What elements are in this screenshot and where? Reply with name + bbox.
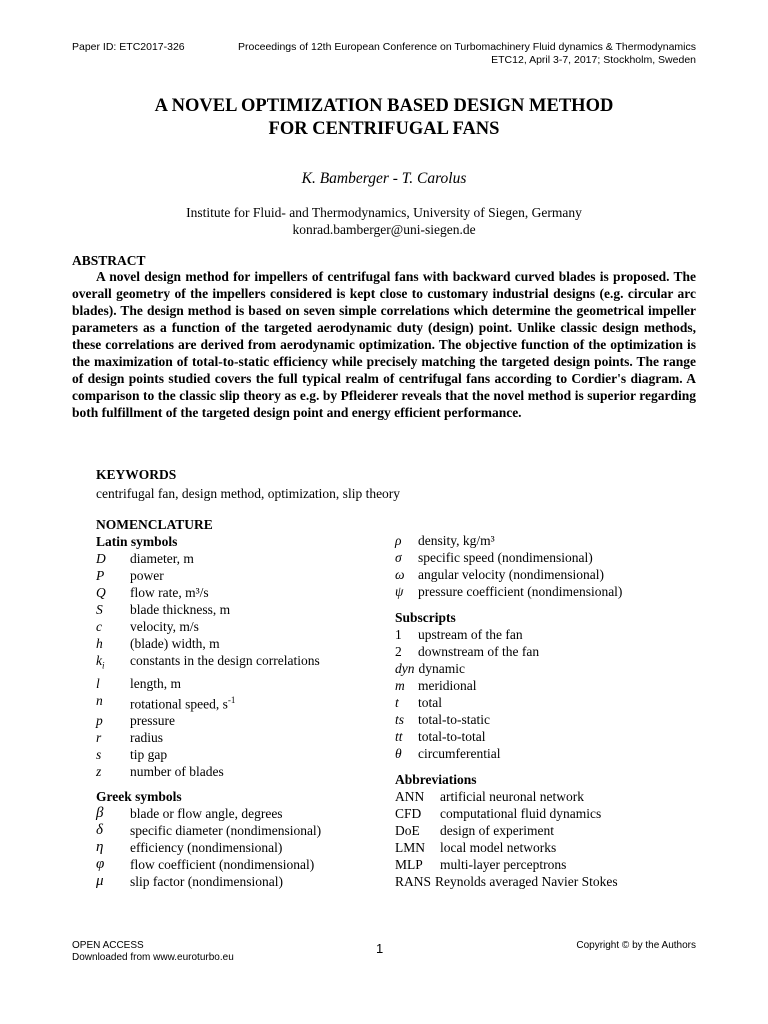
authors: K. Bamberger - T. Carolus bbox=[301, 170, 467, 187]
greek-symbol-symbol: ρ bbox=[395, 533, 402, 548]
latin-symbol-symbol: Q bbox=[96, 585, 106, 600]
footer-left bbox=[72, 940, 234, 964]
abbreviation: CFD bbox=[395, 806, 422, 821]
subscript-symbol: t bbox=[395, 695, 399, 710]
latin-symbol-description: velocity, m/s bbox=[130, 619, 199, 634]
abbreviation-entry bbox=[395, 788, 695, 805]
latin-symbol-symbol: S bbox=[96, 602, 103, 617]
greek-symbol-entry bbox=[395, 583, 695, 600]
latin-symbols-list bbox=[96, 550, 386, 780]
paper-title bbox=[72, 95, 696, 141]
latin-symbol-description: radius bbox=[130, 730, 163, 746]
latin-symbol-symbol: P bbox=[96, 568, 105, 583]
subscript-description: meridional bbox=[418, 678, 477, 693]
greek-symbol-description: efficiency (nondimensional) bbox=[130, 840, 283, 856]
greek-symbol-description: blade or flow angle, degrees bbox=[130, 806, 283, 822]
latin-symbol-entry bbox=[96, 601, 386, 618]
subscript-description: total-to-total bbox=[418, 729, 486, 744]
abbreviation-description: design of experiment bbox=[440, 823, 554, 838]
proceedings-line-1: Proceedings of 12th European Conference on Turbomachinery Fluid dynamics & Thermodynamics bbox=[238, 41, 696, 53]
greek-symbols-heading: Greek symbols bbox=[96, 789, 182, 805]
greek-symbol-symbol: σ bbox=[395, 550, 402, 565]
subscript-entry bbox=[395, 745, 695, 762]
subscript-symbol: 2 bbox=[395, 644, 402, 659]
greek-symbol-symbol: μ bbox=[96, 873, 104, 890]
latin-symbol-entry bbox=[96, 584, 386, 601]
latin-symbol-entry bbox=[96, 635, 386, 652]
abbreviation: RANS bbox=[395, 874, 432, 889]
greek-symbol-entry bbox=[96, 856, 386, 873]
latin-symbol-entry bbox=[96, 763, 386, 780]
keywords-text: centrifugal fan, design method, optimization, slip theory bbox=[96, 486, 401, 501]
subscript-description: dynamic bbox=[418, 661, 465, 676]
latin-symbol-description: pressure bbox=[130, 713, 175, 729]
greek-symbol-symbol: ω bbox=[395, 567, 405, 582]
abstract-heading: ABSTRACT bbox=[72, 253, 146, 268]
open-access-label: OPEN ACCESS bbox=[72, 940, 144, 951]
subscript-symbol: 1 bbox=[395, 627, 402, 642]
greek-symbol-symbol: ψ bbox=[395, 584, 404, 599]
greek-symbol-symbol: β bbox=[96, 805, 104, 822]
author-email[interactable]: konrad.bamberger@uni-siegen.de bbox=[292, 222, 476, 237]
keywords-heading: KEYWORDS bbox=[96, 467, 177, 482]
abbreviation-description: multi-layer perceptrons bbox=[440, 857, 567, 872]
greek-symbol-entry bbox=[96, 822, 386, 839]
abbreviation-entry bbox=[395, 839, 695, 856]
abbreviation-description: computational fluid dynamics bbox=[440, 806, 602, 821]
latin-symbol-symbol: c bbox=[96, 619, 102, 634]
latin-symbol-description: blade thickness, m bbox=[130, 602, 231, 617]
abbreviation-description: artificial neuronal network bbox=[440, 789, 584, 804]
greek-symbol-description: pressure coefficient (nondimensional) bbox=[418, 584, 623, 599]
latin-symbols-heading: Latin symbols bbox=[96, 534, 178, 549]
institute: Institute for Fluid- and Thermodynamics, University of Siegen, Germany bbox=[186, 205, 582, 220]
subscript-entry bbox=[395, 626, 695, 643]
greek-symbol-description: angular velocity (nondimensional) bbox=[418, 567, 604, 582]
proceedings-header bbox=[216, 41, 696, 67]
greek-symbol-entry bbox=[96, 839, 386, 856]
abbreviation: ANN bbox=[395, 789, 425, 804]
latin-symbol-description: constants in the design correlations bbox=[130, 653, 320, 668]
latin-symbol-description-superscript: -1 bbox=[227, 694, 236, 705]
latin-symbol-symbol: r bbox=[96, 730, 102, 746]
latin-symbol-entry bbox=[96, 712, 386, 729]
latin-symbol-symbol: s bbox=[96, 747, 102, 763]
download-source[interactable]: Downloaded from www.euroturbo.eu bbox=[72, 952, 234, 963]
abbreviation-entry bbox=[395, 873, 695, 890]
latin-symbol-symbol: n bbox=[96, 692, 103, 708]
abbreviation: LMN bbox=[395, 840, 425, 855]
subscript-symbol: tt bbox=[395, 729, 403, 744]
greek-symbol-entry bbox=[96, 805, 386, 822]
subscript-entry bbox=[395, 643, 695, 660]
latin-symbol-description: (blade) width, m bbox=[130, 636, 220, 651]
greek-symbol-entry bbox=[96, 873, 386, 890]
page-number: 1 bbox=[376, 941, 384, 956]
latin-symbol-entry bbox=[96, 675, 386, 692]
abbreviation-description: local model networks bbox=[440, 840, 557, 855]
subscript-entry bbox=[395, 660, 695, 677]
subscript-symbol: θ bbox=[395, 746, 402, 761]
greek-symbol-description: specific speed (nondimensional) bbox=[418, 550, 593, 565]
subscript-symbol: dyn bbox=[395, 661, 415, 676]
nomenclature-heading: NOMENCLATURE bbox=[96, 517, 213, 532]
subscript-description: total bbox=[418, 695, 442, 710]
greek-symbol-symbol: δ bbox=[96, 822, 103, 839]
nomenclature-left-column bbox=[96, 516, 386, 890]
latin-symbol-symbol: D bbox=[96, 551, 106, 566]
abbreviation-entry bbox=[395, 822, 695, 839]
latin-symbol-description: power bbox=[130, 568, 164, 583]
abbreviation-entry bbox=[395, 805, 695, 822]
subscript-entry bbox=[395, 728, 695, 745]
nomenclature-right-column bbox=[395, 532, 695, 890]
latin-symbol-entry bbox=[96, 618, 386, 635]
abbreviations-list bbox=[395, 788, 695, 890]
latin-symbol-symbol: $k_i$ bbox=[96, 653, 105, 671]
abbreviation-description: Reynolds averaged Navier Stokes bbox=[435, 874, 618, 889]
abbreviation: MLP bbox=[395, 857, 423, 872]
subscript-description: circumferential bbox=[418, 746, 501, 761]
proceedings-line-2: ETC12, April 3-7, 2017; Stockholm, Sweden bbox=[491, 54, 696, 66]
greek-symbol-symbol: η bbox=[96, 839, 104, 856]
latin-symbol-symbol: h bbox=[96, 636, 103, 651]
latin-symbol-description: diameter, m bbox=[130, 551, 194, 566]
title-line-1: A NOVEL OPTIMIZATION BASED DESIGN METHOD bbox=[154, 96, 614, 116]
latin-symbol-description: tip gap bbox=[130, 747, 168, 763]
greek-symbol-description: specific diameter (nondimensional) bbox=[130, 823, 322, 839]
title-line-2: FOR CENTRIFUGAL FANS bbox=[268, 119, 500, 139]
latin-symbol-entry bbox=[96, 567, 386, 584]
latin-symbol-symbol: z bbox=[96, 764, 102, 780]
subscript-entry bbox=[395, 711, 695, 728]
subscript-symbol: ts bbox=[395, 712, 405, 727]
greek-symbol-entry bbox=[395, 532, 695, 549]
abbreviations-heading: Abbreviations bbox=[395, 772, 477, 787]
latin-symbol-description: flow rate, m³/s bbox=[130, 585, 209, 600]
latin-symbol-symbol: l bbox=[96, 675, 100, 691]
abstract-text: A novel design method for impellers of centrifugal fans with backward curved blades is proposed. The overall geometry of the impellers considered is kept close to customary industrial designs (e.g. circular arc blades). The design method is based on seven simple correlations which determine the geometrical impeller parameters as a function of the targeted aerodynamic duty (design) point. Unlike classic design methods, these correlations are derived from aerodynamic optimization. The objective function of the optimization is the maximization of total-to-static efficiency while precisely matching the targeted design points. The range of design points studied covers the full typical realm of centrifugal fans according to Cordier's diagram. A comparison to the classic slip theory as e.g. by Pfleiderer reveals that the novel method is superior regarding both fulfillment of the targeted design point and energy efficient performance. bbox=[72, 269, 696, 420]
greek-symbol-symbol: φ bbox=[96, 856, 105, 873]
subscript-entry bbox=[395, 694, 695, 711]
subscript-symbol: m bbox=[395, 678, 405, 693]
greek-symbols-continued-list bbox=[395, 532, 695, 600]
greek-symbol-description: flow coefficient (nondimensional) bbox=[130, 857, 315, 873]
latin-symbol-symbol-subscript: i bbox=[102, 660, 105, 671]
latin-symbol-entry bbox=[96, 746, 386, 763]
affiliation bbox=[72, 204, 696, 238]
subscripts-list bbox=[395, 626, 695, 762]
greek-symbol-entry bbox=[395, 566, 695, 583]
latin-symbol-entry bbox=[96, 692, 386, 713]
greek-symbol-description: density, kg/m³ bbox=[418, 533, 495, 548]
latin-symbol-entry bbox=[96, 550, 386, 567]
greek-symbol-entry bbox=[395, 549, 695, 566]
latin-symbol-symbol: p bbox=[96, 713, 103, 729]
subscript-entry bbox=[395, 677, 695, 694]
subscript-description: total-to-static bbox=[418, 712, 490, 727]
paper-id: Paper ID: ETC2017-326 bbox=[72, 41, 185, 53]
subscript-description: downstream of the fan bbox=[418, 644, 540, 659]
abbreviation-entry bbox=[395, 856, 695, 873]
subscript-description: upstream of the fan bbox=[418, 627, 523, 642]
latin-symbol-entry bbox=[96, 652, 386, 675]
latin-symbol-description: length, m bbox=[130, 675, 181, 691]
greek-symbols-list bbox=[96, 805, 386, 890]
latin-symbol-description: rotational speed, $s^{-1}$ bbox=[130, 694, 236, 712]
subscripts-heading: Subscripts bbox=[395, 610, 456, 625]
greek-symbol-description: slip factor (nondimensional) bbox=[130, 874, 283, 890]
latin-symbol-entry bbox=[96, 729, 386, 746]
latin-symbol-description: number of blades bbox=[130, 764, 224, 780]
copyright: Copyright © by the Authors bbox=[576, 940, 696, 951]
abbreviation: DoE bbox=[395, 823, 420, 838]
